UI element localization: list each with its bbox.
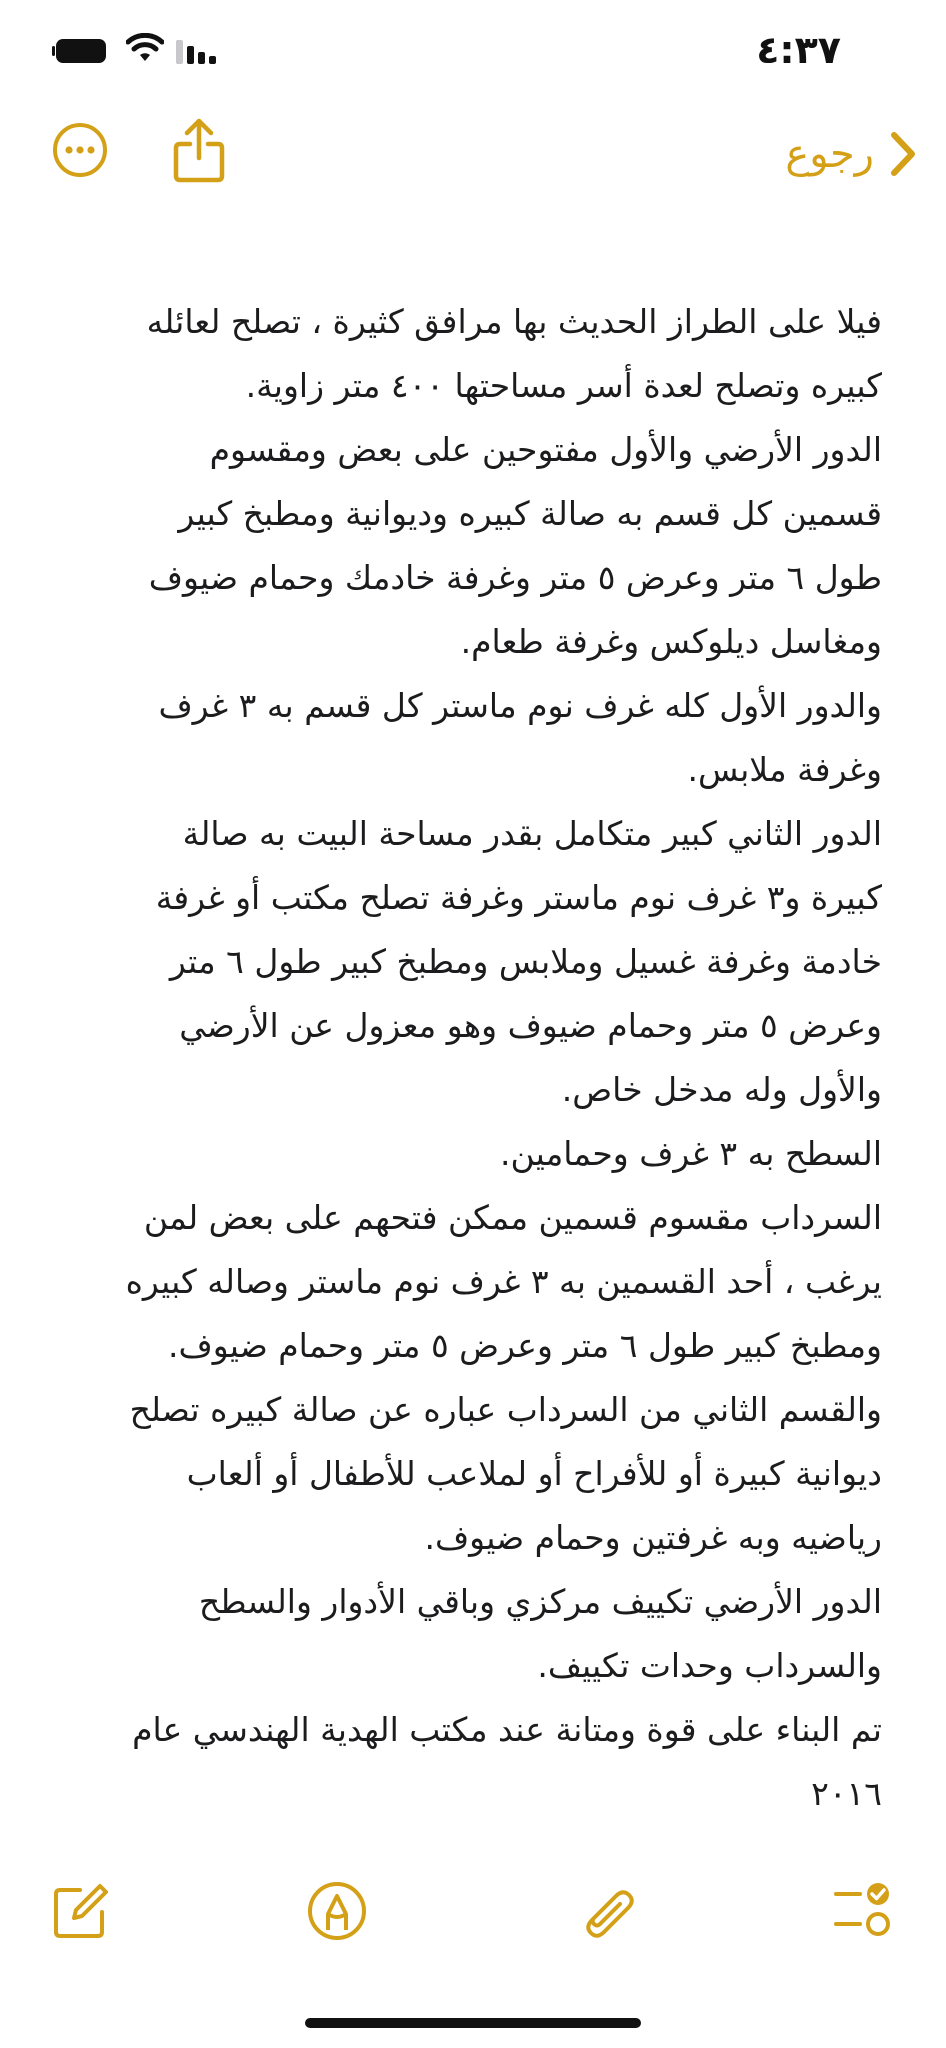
note-line: الدور الثاني كبير متكامل بقدر مساحة البيت به صالة xyxy=(182,814,882,853)
note-line: والسرداب وحدات تكييف. xyxy=(537,1646,882,1685)
note-line: قسمين كل قسم به صالة كبيره وديوانية ومطبخ كبير xyxy=(178,494,882,533)
note-line: رياضيه وبه غرفتين وحمام ضيوف. xyxy=(424,1518,882,1557)
note-body[interactable] xyxy=(70,290,882,1826)
note-line: ومطبخ كبير طول ٦ متر وعرض ٥ متر وحمام ضيوف. xyxy=(168,1326,882,1365)
note-line: تم البناء على قوة ومتانة عند مكتب الهدية الهندسي عام xyxy=(132,1710,882,1749)
wifi-icon xyxy=(126,33,164,65)
status-bar xyxy=(0,0,946,100)
note-line: طول ٦ متر وعرض ٥ متر وغرفة خادمك وحمام ضيوف xyxy=(148,558,882,597)
note-line: السرداب مقسوم قسمين ممكن فتحهم على بعض لمن xyxy=(143,1198,882,1237)
home-indicator[interactable] xyxy=(305,2018,641,2028)
note-line: يرغب ، أحد القسمين به ٣ غرف نوم ماستر وصاله كبيره xyxy=(125,1262,882,1301)
note-line: كبيرة و٣ غرف نوم ماستر وغرفة تصلح مكتب أو غرفة xyxy=(155,878,882,917)
cellular-signal-icon xyxy=(176,40,218,64)
checklist-icon[interactable] xyxy=(832,1880,894,1942)
note-line: كبيره وتصلح لعدة أسر مساحتها ٤٠٠ متر زاوية. xyxy=(245,366,882,405)
pen-markup-icon[interactable] xyxy=(306,1880,368,1942)
battery-icon xyxy=(52,38,108,64)
note-line: الدور الأرضي تكييف مركزي وباقي الأدوار والسطح xyxy=(198,1582,882,1621)
ellipsis-circle-icon[interactable] xyxy=(52,122,108,178)
compose-icon[interactable] xyxy=(50,1880,112,1942)
share-icon[interactable] xyxy=(172,118,226,184)
note-line: والدور الأول كله غرف نوم ماستر كل قسم به ٣ غرف xyxy=(158,686,882,725)
note-line: والأول وله مدخل خاص. xyxy=(561,1070,882,1109)
back-button[interactable] xyxy=(785,122,918,186)
back-label: رجوع xyxy=(785,131,874,177)
note-line: السطح به ٣ غرف وحمامين. xyxy=(500,1134,882,1173)
note-line: وغرفة ملابس. xyxy=(687,750,882,789)
note-line: ديوانية كبيرة أو للأفراح أو لملاعب للأطفال أو ألعاب xyxy=(186,1454,882,1493)
note-line: فيلا على الطراز الحديث بها مرافق كثيرة ، تصلح لعائله xyxy=(146,302,882,341)
note-line: والقسم الثاني من السرداب عباره عن صالة كبيره تصلح xyxy=(129,1390,882,1429)
chevron-right-icon xyxy=(888,131,918,177)
note-line: ومغاسل ديلوكس وغرفة طعام. xyxy=(460,622,882,661)
navigation-bar xyxy=(0,100,946,210)
status-time: ٤:٣٧ xyxy=(756,28,841,72)
note-line: ٢٠١٦ xyxy=(811,1774,882,1813)
paperclip-icon[interactable] xyxy=(576,1880,638,1942)
note-line: وعرض ٥ متر وحمام ضيوف وهو معزول عن الأرضي xyxy=(179,1006,882,1045)
note-line: خادمة وغرفة غسيل وملابس ومطبخ كبير طول ٦ متر xyxy=(169,942,882,981)
note-line: الدور الأرضي والأول مفتوحين على بعض ومقسوم xyxy=(209,430,882,469)
bottom-toolbar xyxy=(0,1880,946,1960)
